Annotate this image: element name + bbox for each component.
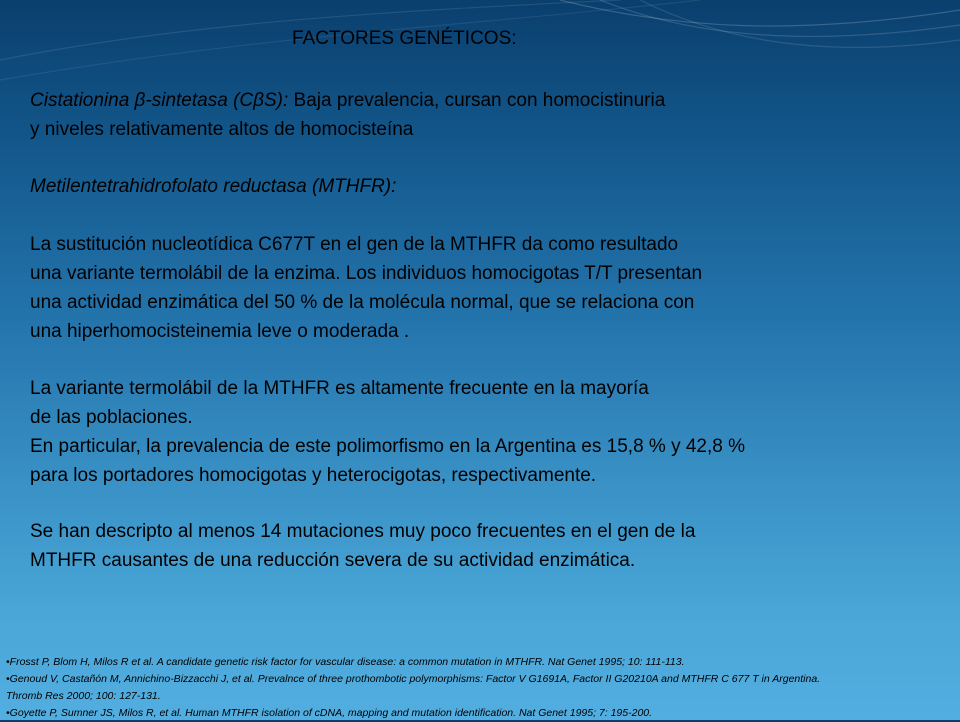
reference-item: Thromb Res 2000; 100: 127-131. (6, 690, 161, 702)
para1-line-4: una hiperhomocisteinemia leve o moderada . (30, 321, 410, 342)
cbs-line-1 (30, 86, 665, 115)
reference-item: •Goyette P, Sumner JS, Milos R, et al. Human MTHFR isolation of cDNA, mapping and mutation identification. Nat Genet 1995; 7: 195-200. (6, 707, 653, 719)
para2-line-4: para los portadores homocigotas y heterocigotas, respectivamente. (30, 465, 597, 486)
para1-line-1: La sustitución nucleotídica C677T en el gen de la MTHFR da como resultado (30, 234, 679, 255)
para1-line-2: una variante termolábil de la enzima. Los individuos homocigotas T/T presentan (30, 263, 703, 284)
para2-line-2: de las poblaciones. (30, 407, 193, 428)
references (6, 654, 954, 722)
para3-line-1: Se han descripto al menos 14 mutaciones muy poco frecuentes en el gen de la (30, 521, 696, 542)
para3-line-2: MTHFR causantes de una reducción severa de su actividad enzimática. (30, 550, 636, 571)
para2-line-1: La variante termolábil de la MTHFR es altamente frecuente en la mayoría (30, 378, 649, 399)
slide-title: FACTORES GENÉTICOS: (292, 28, 517, 49)
cbs-text-1: Baja prevalencia, cursan con homocistinuria (288, 90, 666, 111)
reference-item: •Genoud V, Castañón M, Annichino-Bizzacchi J, et al. Prevalnce of three prothombotic polymorphisms: Factor V G1691A, Factor II G20210A and MTHFR C 677 T in Argentina. (6, 673, 821, 685)
reference-item: •Frosst P, Blom H, Milos R et al. A candidate genetic risk factor for vascular disease: a common mutation in MTHFR. Nat Genet 1995; 10: 111-113. (6, 656, 685, 668)
cbs-name: Cistationina β-sintetasa (CβS): (30, 90, 289, 111)
cbs-line-2: y niveles relativamente altos de homocisteína (30, 119, 414, 140)
para2-line-3: En particular, la prevalencia de este polimorfismo en la Argentina es 15,8 % y 42,8 % (30, 436, 746, 457)
mthfr-heading: Metilentetrahidrofolato reductasa (MTHFR): (30, 176, 397, 197)
para1-line-3: una actividad enzimática del 50 % de la molécula normal, que se relaciona con (30, 292, 695, 313)
